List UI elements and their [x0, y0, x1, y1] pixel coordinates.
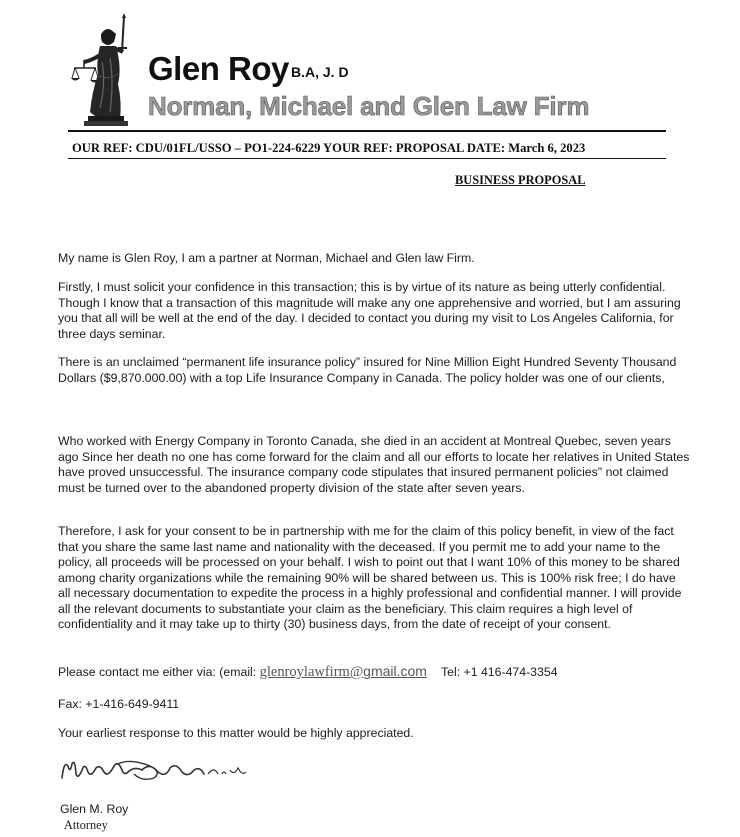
header-rule-bottom [68, 158, 666, 159]
signer-name: Glen M. Roy [60, 802, 129, 816]
email-domain: gmail.com [363, 663, 427, 679]
body-paragraph-4: Therefore, I ask for your consent to be in partnership with me for the claim of this policy benefit, in view of the fact that you share the same last name and nationality with the deceased. If you permit me to add your name to the policy, all proceeds will be processed on your behalf. I wish to point out that I want 10% of this money to be shared among charity organizations while the remaining 90% will be shared between us. This is 100% risk free; I do have all necessary documentation to expedite the process in a highly professional and confidential manner. I will provide all the relevant documents to substantiate your claim as the beneficiary. This claim requires a high level of confidentiality and it may take up to thirty (30) business days, from the date of receipt of your consent. [58, 524, 682, 631]
contact-lead: Please contact me either via: (email: [58, 665, 260, 679]
closing-line: Your earliest response to this matter would be highly appreciated. [58, 726, 414, 740]
reference-line: OUR REF: CDU/01FL/USSO – PO1-224-6229 YOUR REF: PROPOSAL DATE: March 6, 2023 [72, 141, 586, 155]
header-rule-top [68, 130, 666, 132]
lawyer-degrees: B.A, J. D [291, 64, 349, 80]
handwritten-signature-icon [58, 752, 268, 788]
signer-title: Attorney [64, 818, 108, 832]
telephone: Tel: +1 416-474-3354 [440, 665, 558, 679]
fax-number: Fax: +1-416-649-9411 [58, 697, 180, 711]
body-paragraph-1: Firstly, I must solicit your confidence in this transaction; this is by virtue of its nature as being utterly confidential. Though I know that a transaction of this magnitude will make any one apprehensive and worried, but I am assuring you that all will be well at the end of the day. I decided to contact you during my visit to Los Angeles California, for three days seminar. [58, 280, 681, 341]
body-paragraph-3: Who worked with Energy Company in Toronto Canada, she died in an accident at Montreal Quebec, seven years ago Since her death no one has come forward for the claim and all our efforts to locate her relatives in United States have proved unsuccessful. The insurance company code stipulates that insured permanent policies" not claimed must be turned over to the abandoned property division of the state after seven years. [58, 434, 690, 495]
body-paragraph-2: There is an unclaimed “permanent life insurance policy” insured for Nine Million Eight Hundred Seventy Thousand Dollars ($9,870.000.00) with a top Life Insurance Company in Canada. The policy holder was one of our clients, [58, 355, 677, 385]
email-link[interactable] [260, 664, 427, 680]
lady-justice-logo-icon [70, 12, 150, 127]
document-title: BUSINESS PROPOSAL [455, 173, 586, 187]
firm-name: Norman, Michael and Glen Law Firm [148, 91, 590, 121]
email-user: glenroylawfirm@ [259, 664, 364, 680]
intro-paragraph: My name is Glen Roy, I am a partner at Norman, Michael and Glen law Firm. [58, 251, 475, 265]
lawyer-name: Glen Roy [148, 50, 289, 87]
contact-line [58, 663, 558, 681]
